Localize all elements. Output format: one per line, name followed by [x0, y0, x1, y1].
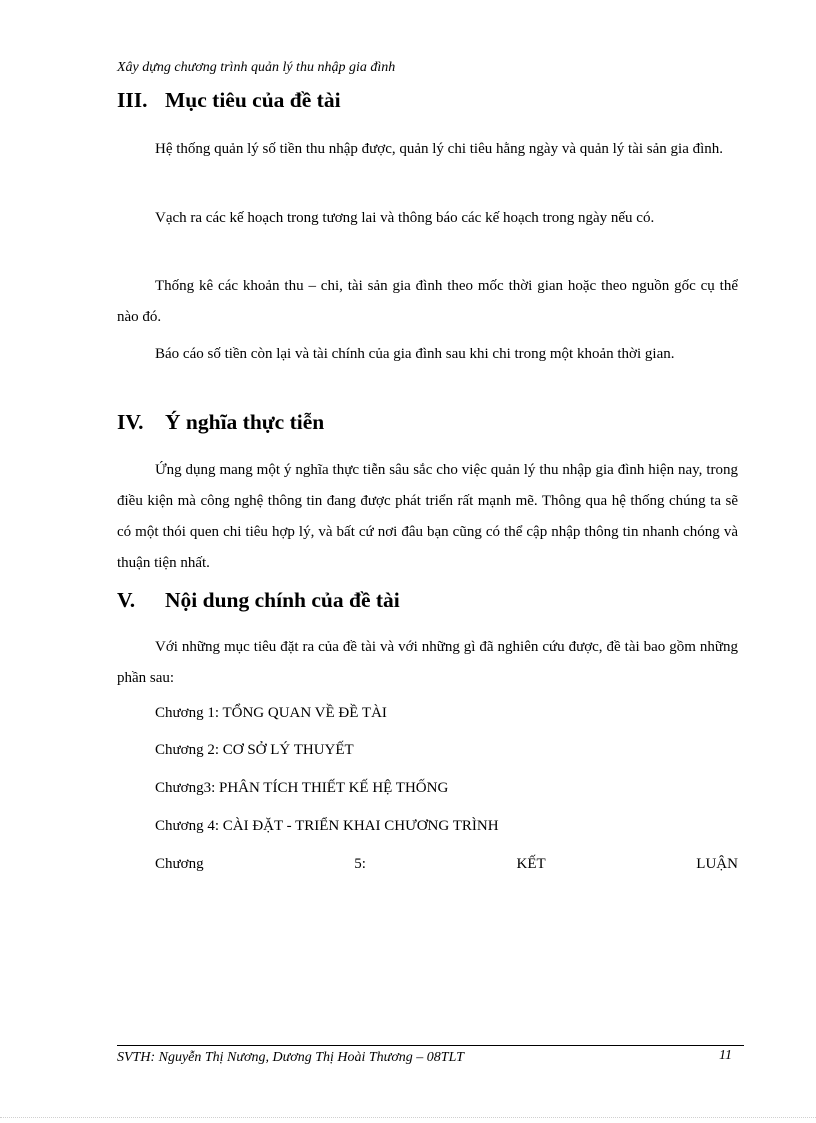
- chapter-item: Chương3: PHÂN TÍCH THIẾT KẾ HỆ THỐNG: [155, 780, 449, 796]
- paragraph: Vạch ra các kế hoạch trong tương lai và thông báo các kế hoạch trong ngày nếu có.: [155, 210, 655, 226]
- section-heading-iii: [117, 88, 341, 113]
- chapter-word: LUẬN: [696, 856, 738, 872]
- chapter-item: Chương 2: CƠ SỞ LÝ THUYẾT: [155, 742, 354, 758]
- section-title: Mục tiêu của đề tài: [165, 88, 341, 112]
- chapter-item: Chương 4: CÀI ĐẶT - TRIỂN KHAI CHƯƠNG TRÌNH: [155, 818, 499, 834]
- chapter-word: Chương: [155, 856, 204, 872]
- chapter-item: Chương 1: TỔNG QUAN VỀ ĐỀ TÀI: [155, 705, 387, 721]
- section-heading-iv: [117, 410, 324, 435]
- paragraph: Với những mục tiêu đặt ra của đề tài và với những gì đã nghiên cứu được, đề tài bao gồm những phần sau:: [117, 639, 738, 686]
- section-title: Ý nghĩa thực tiễn: [165, 410, 325, 434]
- chapter-word: 5:: [354, 856, 366, 872]
- paragraph: Ứng dụng mang một ý nghĩa thực tiễn sâu sắc cho việc quản lý thu nhập gia đình hiện nay, trong điều kiện mà công nghệ thông tin đang được phát triển rất mạnh mẽ. Thông qua hệ thống chúng ta sẽ có một thói quen chi tiêu hợp lý, và bất cứ nơi đâu bạn cũng có thể cập nhập thông tin nhanh chóng và thuận tiện nhất.: [117, 462, 738, 571]
- paragraph: Thống kê các khoản thu – chi, tài sản gia đình theo mốc thời gian hoặc theo nguồn gốc cụ thể nào đó.: [117, 278, 738, 325]
- chapter-word: KẾT: [516, 856, 546, 872]
- section-heading-v: [117, 588, 400, 613]
- section-number: V.: [117, 588, 136, 612]
- paragraph: Báo cáo số tiền còn lại và tài chính của gia đình sau khi chi trong một khoản thời gian.: [155, 346, 675, 362]
- running-header: Xây dựng chương trình quản lý thu nhập gia đình: [117, 60, 396, 75]
- paragraph: Hệ thống quản lý số tiền thu nhập được, quản lý chi tiêu hằng ngày và quản lý tài sản gia đình.: [155, 141, 724, 157]
- section-number: IV.: [117, 410, 144, 434]
- footer-authors: SVTH: Nguyễn Thị Nương, Dương Thị Hoài Thương – 08TLT: [117, 1050, 464, 1065]
- section-number: III.: [117, 88, 148, 112]
- footer-divider: [117, 1045, 744, 1046]
- section-title: Nội dung chính của đề tài: [165, 588, 400, 612]
- page-edge-divider: [0, 1117, 816, 1118]
- chapter-item-last: [155, 856, 738, 873]
- page-number: 11: [719, 1048, 732, 1063]
